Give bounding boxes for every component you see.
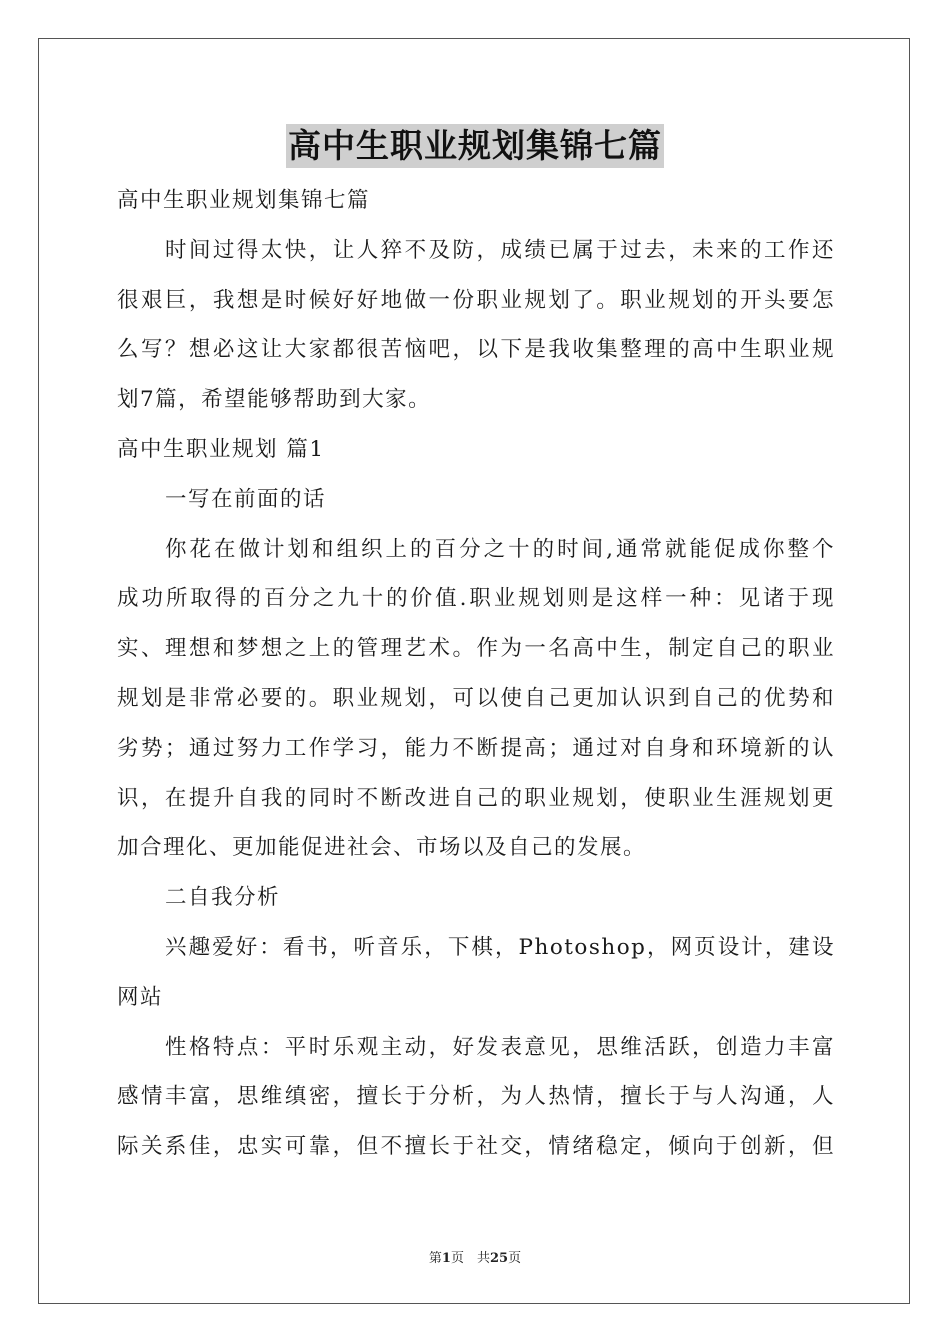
text-line: 高中生职业规划集锦七篇: [117, 188, 371, 213]
text-line: 实、理想和梦想之上的管理艺术。作为一名高中生，制定自己的职业: [117, 636, 835, 662]
text-line: 加合理化、更加能促进社会、市场以及自己的发展。: [117, 835, 647, 861]
title-wrap: [0, 124, 950, 168]
text-line: 你花在做计划和组织上的百分之十的时间,通常就能促成你整个: [165, 536, 835, 562]
footer-page-number: 1: [441, 1251, 451, 1266]
text-line: 网站: [117, 984, 164, 1010]
text-line: 性格特点：平时乐观主动，好发表意见，思维活跃，创造力丰富: [165, 1034, 835, 1060]
text-line: 高中生职业规划 篇1: [117, 436, 325, 462]
footer-suffix: 页: [508, 1251, 522, 1266]
footer-mid: 页 共: [450, 1251, 490, 1266]
text-line: 一写在前面的话: [165, 486, 327, 512]
text-line: 划7篇，希望能够帮助到大家。: [117, 387, 432, 413]
text-line: 二自我分析: [165, 885, 281, 911]
document-title: 高中生职业规划集锦七篇: [286, 124, 664, 168]
footer-total-pages: 25: [489, 1251, 509, 1266]
text-line: 规划是非常必要的。职业规划，可以使自己更加认识到自己的优势和: [117, 685, 835, 711]
text-line: 成功所取得的百分之九十的价值.职业规划则是这样一种：见诸于现: [117, 586, 835, 612]
page-footer: [0, 1247, 950, 1266]
text-line: 时间过得太快，让人猝不及防，成绩已属于过去，未来的工作还: [165, 237, 835, 263]
text-line: 很艰巨，我想是时候好好地做一份职业规划了。职业规划的开头要怎: [117, 287, 835, 313]
document-body: [117, 176, 835, 1172]
text-line: 识，在提升自我的同时不断改进自己的职业规划，使职业生涯规划更: [117, 785, 835, 811]
text-line: 么写？想必这让大家都很苦恼吧，以下是我收集整理的高中生职业规: [117, 337, 835, 363]
footer-prefix: 第: [428, 1251, 442, 1266]
text-line: 感情丰富，思维缜密，擅长于分析，为人热情，擅长于与人沟通，人: [117, 1084, 835, 1110]
text-line: 际关系佳，忠实可靠，但不擅长于社交，情绪稳定，倾向于创新，但: [117, 1134, 835, 1160]
text-line: 劣势；通过努力工作学习，能力不断提高；通过对自身和环境新的认: [117, 735, 835, 761]
text-line: 兴趣爱好：看书，听音乐，下棋，Photoshop，网页设计，建设: [165, 934, 835, 960]
